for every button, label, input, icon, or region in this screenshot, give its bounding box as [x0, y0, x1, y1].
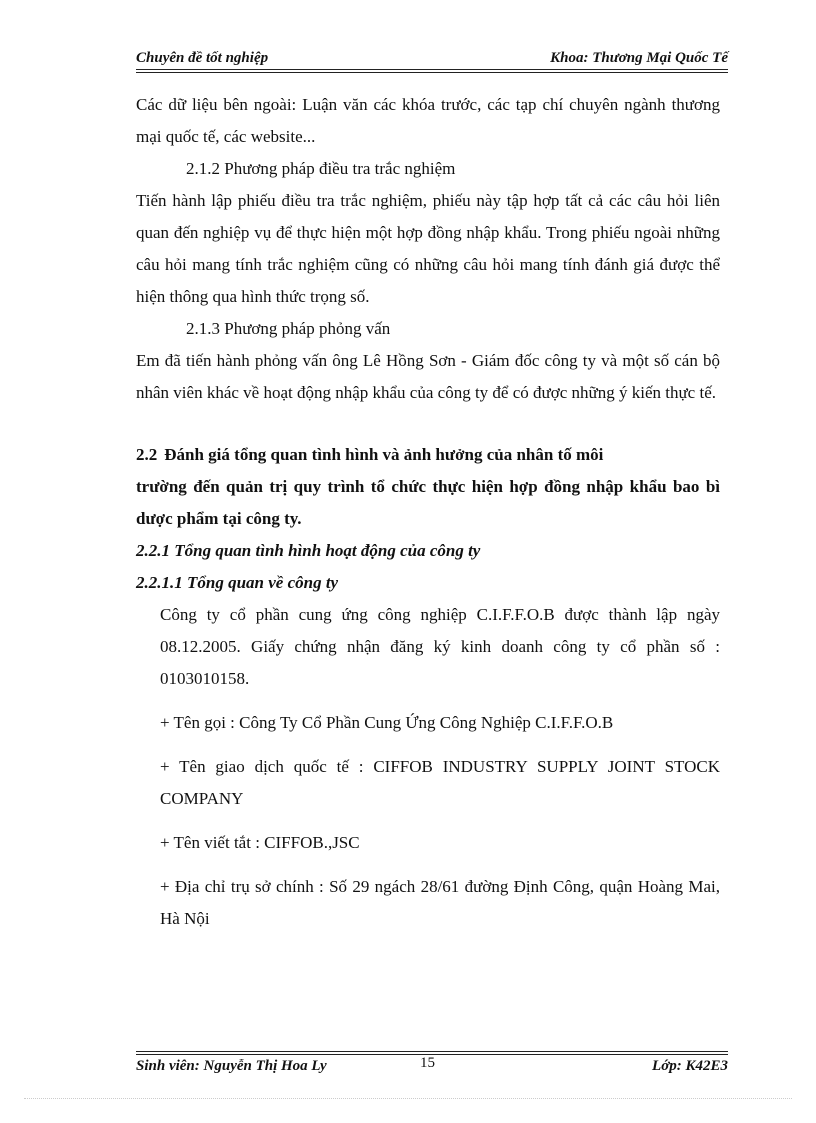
- paragraph-survey-method: Tiến hành lập phiếu điều tra trắc nghiệm, phiếu này tập hợp tất cả các câu hỏi liên quan đến nghiệp vụ để thực hiện một hợp đồng nhập khẩu. Trong phiếu ngoài những câu hỏi mang tính trắc nghiệm cũng có những câu hỏi mang tính đánh giá được thể hiện thông qua hình thức trọng số.: [136, 191, 720, 306]
- footer-class: Lớp: K42E3: [652, 1058, 728, 1074]
- paragraph-company-overview: Công ty cổ phần cung ứng công nghiệp C.I.F.F.O.B được thành lập ngày 08.12.2005. Giấy chứng nhận đăng ký kinh doanh công ty cổ phần số : 0103010158.: [160, 605, 720, 688]
- header-divider: [136, 69, 728, 73]
- section-2-2-title-line1: Đánh giá tổng quan tình hình và ảnh hưởng của nhân tố môi: [164, 445, 604, 464]
- page-body: [136, 89, 720, 935]
- list-item-company-name: + Tên gọi : Công Ty Cổ Phần Cung Ứng Công Nghiệp C.I.F.F.O.B: [160, 713, 614, 732]
- paragraph-interview-method: Em đã tiến hành phỏng vấn ông Lê Hồng Sơn - Giám đốc công ty và một số cán bộ nhân viên khác về hoạt động nhập khẩu của công ty để có được những ý kiến thực tế.: [136, 351, 720, 402]
- page-footer: [136, 1056, 728, 1080]
- header-faculty: Khoa: Thương Mại Quốc Tế: [550, 50, 728, 66]
- section-2-2-number: 2.2: [136, 445, 158, 464]
- page-edge-dotted-line: [24, 1098, 792, 1099]
- page-header: [136, 46, 728, 70]
- section-2-2-heading: [136, 439, 720, 471]
- page-number: 15: [420, 1055, 435, 1071]
- section-2-2-title-rest: trường đến quản trị quy trình tổ chức thực hiện hợp đồng nhập khẩu bao bì dược phẩm tại công ty.: [136, 477, 720, 528]
- list-item-international-name: + Tên giao dịch quốc tế : CIFFOB INDUSTRY SUPPLY JOINT STOCK COMPANY: [160, 757, 720, 808]
- subsection-2-1-2-title: 2.1.2 Phương pháp điều tra trắc nghiệm: [186, 159, 456, 178]
- section-2-2-1-1-heading: 2.2.1.1 Tổng quan về công ty: [136, 573, 339, 592]
- list-item-head-office-address: + Địa chỉ trụ sở chính : Số 29 ngách 28/61 đường Định Công, quận Hoàng Mai, Hà Nội: [160, 877, 720, 928]
- list-item-abbreviation: + Tên viết tắt : CIFFOB.,JSC: [160, 833, 360, 852]
- section-2-2-1-heading: 2.2.1 Tổng quan tình hình hoạt động của công ty: [136, 541, 481, 560]
- subsection-2-1-3-title: 2.1.3 Phương pháp phỏng vấn: [186, 319, 391, 338]
- paragraph-external-data: Các dữ liệu bên ngoài: Luận văn các khóa trước, các tạp chí chuyên ngành thương mại quốc tế, các website...: [136, 95, 720, 146]
- header-thesis-title: Chuyên đề tốt nghiệp: [136, 50, 269, 66]
- footer-student-name: Sinh viên: Nguyễn Thị Hoa Ly: [136, 1058, 327, 1074]
